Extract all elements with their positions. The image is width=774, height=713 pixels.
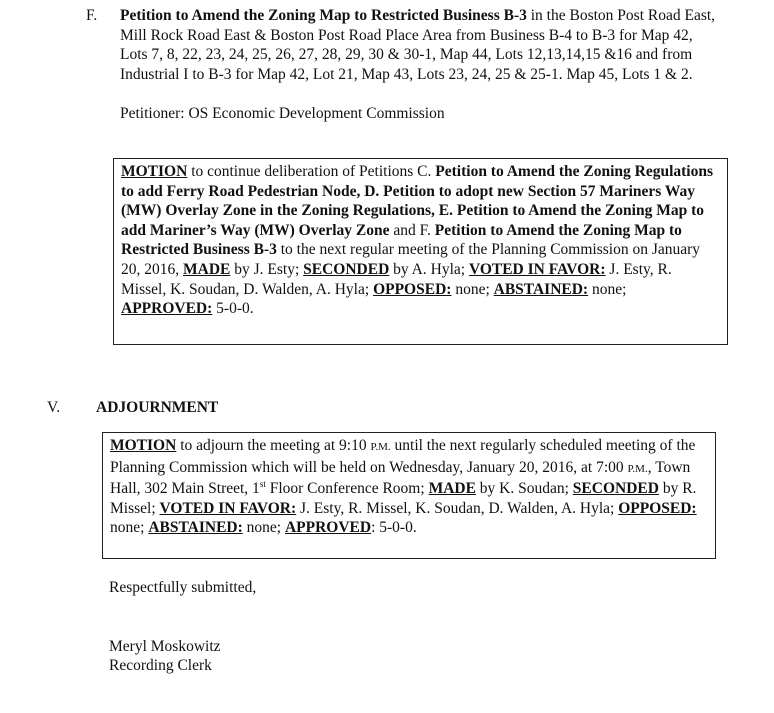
kw-seconded: SECONDED — [572, 480, 659, 498]
kw-voted-in-favor: VOTED IN FAVOR: — [159, 499, 297, 517]
section-v-numeral: V. — [47, 399, 61, 416]
motion-box-continue — [113, 158, 728, 345]
motion-text: by A. Hyla; — [389, 260, 469, 278]
motion-text: 5-0-0. — [212, 300, 254, 318]
kw-made: MADE — [183, 260, 231, 278]
item-f-title: Petition to Amend the Zoning Map to Restricted Business B-3 — [120, 7, 527, 24]
kw-abstained: ABSTAINED: — [493, 280, 589, 298]
motion-text: to adjourn the meeting at 9:10 — [176, 437, 371, 454]
petition-names: Petition to Amend the Zoning Regulations to add Ferry Road Pedestrian Node, D. Petition to adopt new Section 57 Mariners Way (MW) Overlay Zone in the Zoning Regulations, E. Petition to Amend the Zoning Map to add Mariner’s Way (MW) Overlay Zone — [121, 163, 714, 239]
kw-motion: MOTION — [121, 163, 188, 180]
motion-adjourn-text — [110, 436, 707, 538]
signer-role: Recording Clerk — [109, 657, 212, 674]
signer-name: Meryl Moskowitz — [109, 638, 221, 655]
motion-continue-text — [121, 162, 719, 319]
ordinal-suffix: st — [259, 479, 266, 490]
motion-text: none; — [110, 519, 149, 537]
item-f-text — [120, 6, 720, 84]
motion-text: , Town Hall, 302 Main Street, 1 — [110, 458, 691, 498]
motion-text: J. Esty, R. Missel, K. Soudan, D. Walden, A. Hyla; — [296, 499, 619, 517]
item-f-petitioner: Petitioner: OS Economic Development Commission — [120, 105, 445, 122]
motion-text: none; — [242, 519, 285, 537]
kw-opposed: OPPOSED: — [618, 499, 697, 517]
item-f-letter: F. — [86, 7, 98, 24]
motion-text: none; — [451, 280, 494, 298]
closing-line: Respectfully submitted, — [109, 579, 257, 596]
kw-voted-in-favor: VOTED IN FAVOR: — [468, 260, 606, 278]
motion-box-adjourn — [102, 432, 716, 559]
kw-made: MADE — [428, 480, 476, 498]
kw-approved: APPROVED: — [121, 300, 213, 318]
motion-text: by J. Esty; — [230, 260, 304, 278]
motion-text: none; — [588, 280, 627, 298]
motion-text: : 5-0-0. — [371, 519, 417, 537]
motion-text: J. Esty, R. Missel, K. Soudan, D. Walden, A. Hyla; — [121, 260, 672, 298]
motion-text: by R. Missel; — [110, 480, 697, 517]
motion-text: until the next regularly scheduled meeting of the Planning Commission which will be held on Wednesday, January 20, 2016, at 7:00 — [110, 437, 696, 476]
section-v-heading: ADJOURNMENT — [96, 399, 219, 416]
item-f-body: in the Boston Post Road East, Mill Rock Road East & Boston Post Road Place Area from Business B-4 to B-3 for Map 42, Lots 7, 8, 22, 23, 24, 25, 26, 27, 28, 29, 30 & 30-1, Map 44, Lots 12,13,14,15 &16 and from Industrial I to B-3 for Map 42, Lot 21, Map 43, Lots 23, 24, 25 & 25-1. Map 45, Lots 1 & 2. — [120, 7, 716, 83]
kw-motion: MOTION — [110, 437, 177, 454]
motion-text: and F. — [389, 221, 435, 239]
time-pm: P.M. — [627, 462, 648, 475]
kw-seconded: SECONDED — [303, 260, 390, 278]
motion-text: to continue deliberation of Petitions C. — [187, 163, 436, 180]
motion-text: Floor Conference Room; — [265, 480, 429, 498]
kw-approved: APPROVED — [284, 519, 372, 537]
petition-name-f: Petition to Amend the Zoning Map to Restricted Business B-3 — [121, 221, 682, 259]
kw-opposed: OPPOSED: — [373, 280, 452, 298]
motion-text: by K. Soudan; — [475, 480, 573, 498]
time-pm: P.M. — [370, 441, 391, 453]
motion-text: to the next regular meeting of the Planning Commission on January 20, 2016, — [121, 241, 701, 278]
kw-abstained: ABSTAINED: — [148, 519, 243, 537]
